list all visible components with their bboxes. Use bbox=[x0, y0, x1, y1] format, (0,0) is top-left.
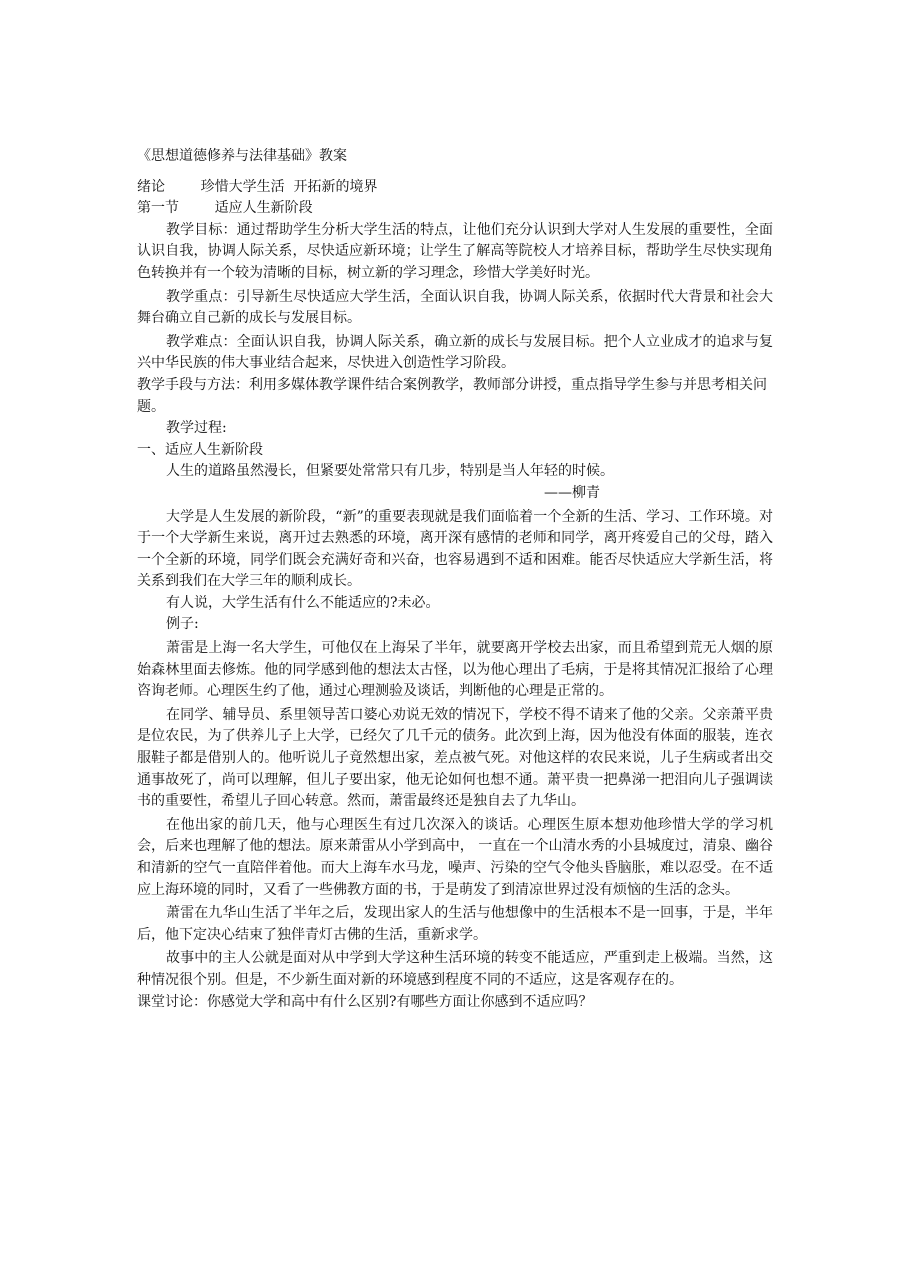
body-paragraph: 大学是人生发展的新阶段，“新”的重要表现就是我们面临着一个全新的生活、学习、工作环境。对于一个大学新生来说，离开过去熟悉的环境，离开深有感情的老师和同学，离开疼爱自己的父母，踏入一个全新的环境，同学们既会充满好奇和兴奋，也容易遇到不适和困难。能否尽快适应大学新生活，将关系到我们在大学三年的顺利成长。 bbox=[137, 508, 773, 590]
story-paragraph: 萧雷在九华山生活了半年之后，发现出家人的生活与他想像中的生活根本不是一回事，于是，半年后，他下定决心结束了独伴青灯古佛的生活，重新求学。 bbox=[137, 905, 773, 943]
part-one-heading: 一、适应人生新阶段 bbox=[137, 441, 263, 458]
example-label: 例子: bbox=[166, 616, 199, 633]
teaching-difficulty-paragraph: 教学难点：全面认识自我，协调人际关系，确立新的成长与发展目标。把个人立业成才的追求与复兴中华民族的伟大事业结合起来，尽快进入创造性学习阶段。 bbox=[137, 333, 773, 372]
body-paragraph: 有人说，大学生活有什么不能适应的?未必。 bbox=[166, 594, 440, 611]
teaching-process-label: 教学过程: bbox=[166, 420, 227, 437]
quote-author: ——柳青 bbox=[544, 484, 600, 501]
document-page bbox=[137, 146, 773, 1013]
story-paragraph: 在他出家的前几天，他与心理医生有过几次深入的谈话。心理医生原本想劝他珍惜大学的学习机会，后来也理解了他的想法。原来萧雷从小学到高中， 一直在一个山清水秀的小县城度过，清泉、幽谷和清新的空气一直陪伴着他。而大上海车水马龙，噪声、污染的空气令他头昏脑胀，难以忍受。在不适应上海环境的同时，又看了一些佛教方面的书，于是萌发了到清凉世界过没有烦恼的生活的念头。 bbox=[137, 816, 773, 898]
teaching-method-paragraph: 教学手段与方法：利用多媒体教学课件结合案例教学，教师部分讲授，重点指导学生参与并思考相关问题。 bbox=[137, 376, 767, 415]
class-discussion-paragraph: 课堂讨论：你感觉大学和高中有什么区别?有哪些方面让你感到不适应吗？ bbox=[137, 993, 593, 1010]
quote-text: 人生的道路虽然漫长，但紧要处常常只有几步，特别是当人年轻的时候。 bbox=[166, 463, 614, 480]
story-conclusion-paragraph: 故事中的主人公就是面对从中学到大学这种生活环境的转变不能适应，严重到走上极端。当然，这种情况很个别。但是，不少新生面对新的环境感到程度不同的不适应，这是客观存在的。 bbox=[137, 950, 773, 988]
teaching-key-paragraph: 教学重点：引导新生尽快适应大学生活，全面认识自我，协调人际关系，依据时代大背景和社会大舞台确立自己新的成长与发展目标。 bbox=[137, 288, 773, 327]
story-paragraph: 在同学、辅导员、系里领导苦口婆心劝说无效的情况下，学校不得不请来了他的父亲。父亲萧平贵是位农民，为了供养儿子上大学，已经欠了几千元的债务。此次到上海，因为他没有体面的服装，连衣服鞋子都是借别人的。他听说儿子竟然想出家，差点被气死。对他这样的农民来说，儿子生病或者出交通事故死了，尚可以理解，但儿子要出家，他无论如何也想不通。萧平贵一把鼻涕一把泪向儿子强调读书的重要性，希望儿子回心转意。然而，萧雷最终还是独自去了九华山。 bbox=[137, 706, 773, 810]
document-title: 《思想道德修养与法律基础》教案 bbox=[137, 148, 347, 164]
chapter-heading: 绪论 珍惜大学生活 开拓新的境界 bbox=[137, 178, 378, 195]
teaching-goal-paragraph: 教学目标：通过帮助学生分析大学生活的特点，让他们充分认识到大学对人生发展的重要性，全面认识自我，协调人际关系，尽快适应新环境；让学生了解高等院校人才培养目标，帮助学生尽快实现角色转换并有一个较为清晰的目标，树立新的学习理念，珍惜大学美好时光。 bbox=[137, 221, 773, 281]
section-heading: 第一节 适应人生新阶段 bbox=[137, 200, 313, 217]
story-paragraph: 萧雷是上海一名大学生，可他仅在上海呆了半年，就要离开学校去出家，而且希望到荒无人烟的原始森林里面去修炼。他的同学感到他的想法太古怪，以为他心理出了毛病，于是将其情况汇报给了心理咨询老师。心理医生约了他，通过心理测验及谈话，判断他的心理是正常的。 bbox=[137, 640, 773, 700]
